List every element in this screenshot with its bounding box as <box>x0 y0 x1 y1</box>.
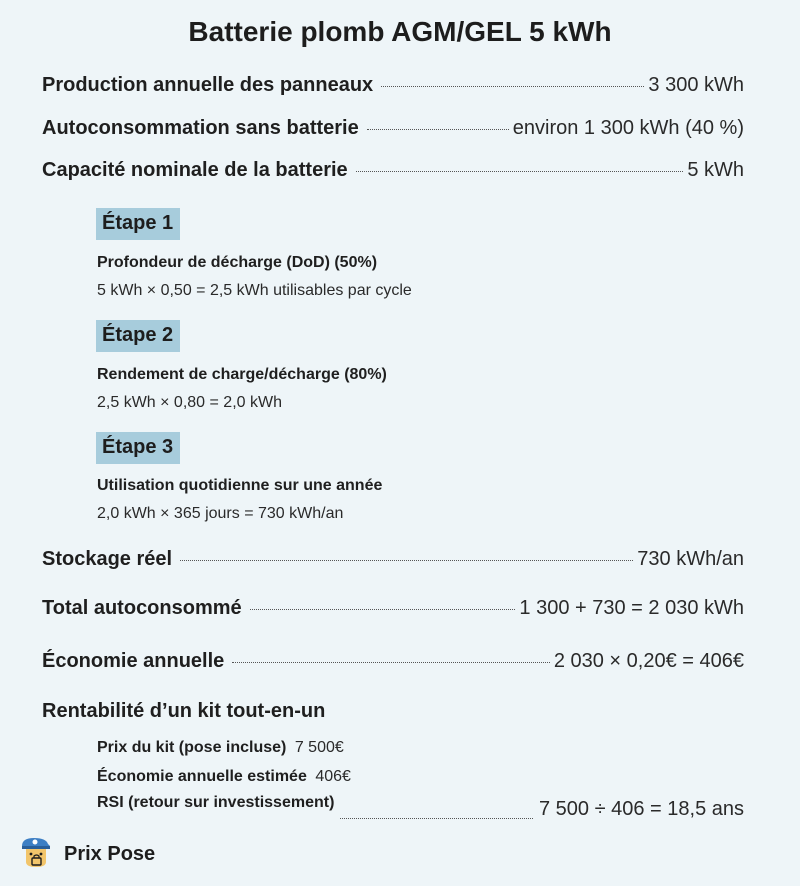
step-1-badge: Étape 1 <box>96 208 180 240</box>
row-value: 3 300 kWh <box>648 74 744 96</box>
row-value: environ 1 300 kWh (40 %) <box>512 117 744 139</box>
row-production <box>42 74 744 97</box>
dot-leader <box>381 86 644 87</box>
row-label: Total autoconsommé <box>42 597 242 619</box>
kit-prix-line <box>97 739 344 757</box>
kit-prix-label: Prix du kit (pose incluse) <box>97 739 287 756</box>
step-3-text: 2,0 kWh × 365 jours = 730 kWh/an <box>97 505 344 522</box>
row-value: 2 030 × 0,20€ = 406€ <box>553 650 744 672</box>
row-label: Production annuelle des panneaux <box>42 74 374 96</box>
step-3-badge: Étape 3 <box>96 432 180 464</box>
row-value: 730 kWh/an <box>637 548 744 570</box>
row-capacite <box>42 159 744 182</box>
row-value: 1 300 + 730 = 2 030 kWh <box>519 597 744 619</box>
step-1-text: 5 kWh × 0,50 = 2,5 kWh utilisables par cycle <box>97 282 412 299</box>
kit-rsi-value: 7 500 ÷ 406 = 18,5 ans <box>538 798 744 820</box>
dot-leader <box>340 794 533 819</box>
kit-rsi-line <box>97 794 744 821</box>
dot-leader <box>250 609 516 610</box>
row-economie <box>42 650 744 673</box>
kit-eco-line <box>97 768 351 786</box>
kit-prix-value: 7 500€ <box>294 739 344 756</box>
row-autoconsommation <box>42 117 744 140</box>
step-1-title: Profondeur de décharge (DoD) (50%) <box>97 254 378 271</box>
kit-eco-label: Économie annuelle estimée <box>97 768 307 785</box>
dot-leader <box>367 129 509 130</box>
row-value: 5 kWh <box>687 159 744 181</box>
step-2-text: 2,5 kWh × 0,80 = 2,0 kWh <box>97 394 282 411</box>
dot-leader <box>232 662 550 663</box>
dot-leader <box>356 171 684 172</box>
brand <box>18 834 155 875</box>
step-2-badge: Étape 2 <box>96 320 180 352</box>
mascot-logo-icon <box>18 834 54 875</box>
row-total <box>42 597 744 620</box>
kit-rsi-label: RSI (retour sur investissement) <box>97 794 335 811</box>
row-label: Capacité nominale de la batterie <box>42 159 348 181</box>
row-stockage <box>42 548 744 571</box>
page-title: Batterie plomb AGM/GEL 5 kWh <box>188 16 612 47</box>
step-3-title: Utilisation quotidienne sur une année <box>97 477 383 494</box>
brand-name: Prix Pose <box>64 843 156 865</box>
kit-heading: Rentabilité d’un kit tout-en-un <box>42 700 326 722</box>
row-label: Autoconsommation sans batterie <box>42 117 359 139</box>
row-label: Économie annuelle <box>42 650 225 672</box>
dot-leader <box>180 560 633 561</box>
row-label: Stockage réel <box>42 548 173 570</box>
kit-eco-value: 406€ <box>315 768 351 785</box>
step-2-title: Rendement de charge/décharge (80%) <box>97 366 387 383</box>
